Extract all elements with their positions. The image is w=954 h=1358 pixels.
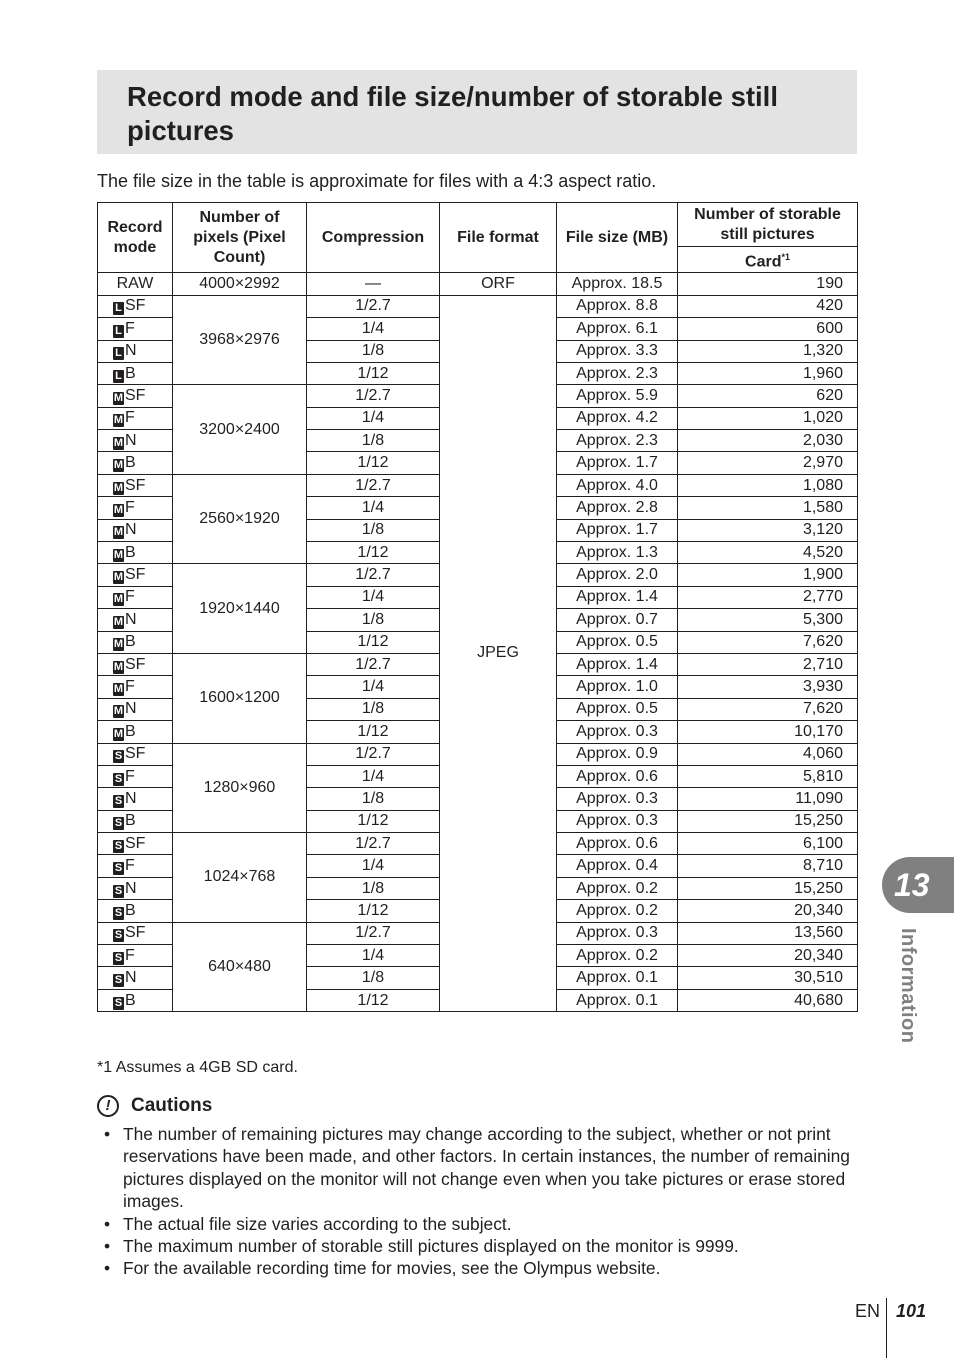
record-mode-cell (98, 318, 173, 340)
file-size-cell: Approx. 0.2 (557, 900, 678, 922)
quality-label: F (125, 409, 135, 427)
quality-label: B (125, 991, 136, 1009)
size-badge-icon: M (113, 459, 124, 472)
compression-cell: 1/12 (307, 810, 440, 832)
compression-cell: 1/2.7 (307, 743, 440, 765)
quality-label: SF (125, 566, 146, 584)
record-mode-cell (98, 989, 173, 1011)
storable-count-cell: 10,170 (678, 721, 858, 743)
compression-cell: 1/12 (307, 631, 440, 653)
header-card (678, 247, 858, 273)
quality-label: SF (125, 476, 146, 494)
record-mode-cell (98, 900, 173, 922)
storable-count-cell: 620 (678, 385, 858, 407)
storable-count-cell: 20,340 (678, 945, 858, 967)
storable-count-cell: 1,900 (678, 564, 858, 586)
compression-cell: 1/4 (307, 497, 440, 519)
compression-cell: 1/4 (307, 318, 440, 340)
compression-cell: 1/4 (307, 586, 440, 608)
record-mode-cell (98, 564, 173, 586)
record-mode-cell (98, 855, 173, 877)
size-badge-icon: M (113, 660, 124, 673)
storable-count-cell: 4,520 (678, 542, 858, 564)
file-format-cell: JPEG (440, 295, 557, 1012)
quality-label: SF (125, 834, 146, 852)
header-record-mode: Record mode (98, 203, 173, 273)
file-size-cell: Approx. 0.2 (557, 945, 678, 967)
quality-label: B (125, 364, 136, 382)
quality-label: B (125, 901, 136, 919)
compression-cell: 1/2.7 (307, 385, 440, 407)
compression-cell: 1/2.7 (307, 922, 440, 944)
record-mode-cell (98, 833, 173, 855)
header-file-format: File format (440, 203, 557, 273)
cautions-list (97, 1123, 857, 1280)
storable-count-cell: 7,620 (678, 698, 858, 720)
storable-count-cell: 13,560 (678, 922, 858, 944)
size-badge-icon: M (113, 593, 124, 606)
size-badge-icon: M (113, 436, 124, 449)
record-mode-cell (98, 698, 173, 720)
compression-cell: 1/2.7 (307, 295, 440, 317)
file-size-cell: Approx. 0.3 (557, 721, 678, 743)
size-badge-icon: S (114, 906, 123, 919)
storable-count-cell: 1,580 (678, 497, 858, 519)
raw-format: ORF (440, 273, 557, 295)
record-mode-cell (98, 340, 173, 362)
file-size-cell: Approx. 0.3 (557, 922, 678, 944)
pixel-count-cell: 1280×960 (173, 743, 307, 833)
storable-count-cell: 4,060 (678, 743, 858, 765)
quality-label: F (125, 319, 135, 337)
quality-label: N (125, 879, 137, 897)
size-badge-icon: S (114, 974, 123, 987)
caution-item: • The actual file size varies according to the subject. (97, 1213, 857, 1235)
page-number: 101 (896, 1301, 927, 1321)
record-mode-cell (98, 676, 173, 698)
record-mode-cell (98, 788, 173, 810)
compression-cell: 1/8 (307, 340, 440, 362)
file-size-cell: Approx. 5.9 (557, 385, 678, 407)
size-badge-icon: S (114, 839, 123, 852)
compression-cell: 1/8 (307, 967, 440, 989)
storable-count-cell: 1,080 (678, 474, 858, 496)
compression-cell: 1/8 (307, 430, 440, 452)
compression-cell: 1/2.7 (307, 564, 440, 586)
size-badge-icon: S (114, 996, 123, 1009)
file-size-cell: Approx. 2.8 (557, 497, 678, 519)
record-mode-cell (98, 497, 173, 519)
storable-count-cell: 1,960 (678, 362, 858, 384)
size-badge-icon: M (113, 683, 124, 696)
storable-count-cell: 30,510 (678, 967, 858, 989)
quality-label: N (125, 521, 137, 539)
quality-label: B (125, 543, 136, 561)
quality-label: B (125, 812, 136, 830)
storable-count-cell: 600 (678, 318, 858, 340)
record-mode-cell (98, 922, 173, 944)
quality-label: F (125, 498, 135, 516)
raw-count: 190 (678, 273, 858, 295)
record-mode-cell (98, 721, 173, 743)
file-size-cell: Approx. 1.4 (557, 653, 678, 675)
storable-count-cell: 1,020 (678, 407, 858, 429)
storable-count-cell: 15,250 (678, 877, 858, 899)
file-size-cell: Approx. 1.3 (557, 542, 678, 564)
file-size-cell: Approx. 0.3 (557, 810, 678, 832)
record-mode-cell (98, 810, 173, 832)
size-badge-icon: S (114, 817, 123, 830)
file-size-cell: Approx. 0.9 (557, 743, 678, 765)
record-mode-cell (98, 295, 173, 317)
quality-label: SF (125, 655, 146, 673)
caution-icon: ! (97, 1095, 119, 1117)
record-mode-cell (98, 743, 173, 765)
storable-count-cell: 420 (678, 295, 858, 317)
storable-count-cell: 2,030 (678, 430, 858, 452)
pixel-count-cell: 3968×2976 (173, 295, 307, 385)
record-mode-cell (98, 877, 173, 899)
size-badge-icon: L (113, 325, 124, 338)
quality-label: SF (125, 745, 146, 763)
file-size-cell: Approx. 2.0 (557, 564, 678, 586)
chapter-tab: 13 (882, 857, 954, 913)
intro-text: The file size in the table is approximate for files with a 4:3 aspect ratio. (97, 171, 657, 191)
raw-compression: — (307, 273, 440, 295)
page-title: Record mode and file size/number of storable still pictures (127, 81, 778, 146)
storable-count-cell: 40,680 (678, 989, 858, 1011)
quality-label: F (125, 946, 135, 964)
header-storable: Number of storable still pictures (678, 203, 858, 247)
quality-label: F (125, 588, 135, 606)
size-badge-icon: M (113, 548, 124, 561)
file-size-cell: Approx. 4.0 (557, 474, 678, 496)
storable-count-cell: 11,090 (678, 788, 858, 810)
file-size-cell: Approx. 1.7 (557, 519, 678, 541)
storable-count-cell: 15,250 (678, 810, 858, 832)
compression-cell: 1/2.7 (307, 653, 440, 675)
quality-label: SF (125, 924, 146, 942)
file-size-cell: Approx. 0.1 (557, 989, 678, 1011)
record-mode-cell (98, 385, 173, 407)
storable-count-cell: 3,120 (678, 519, 858, 541)
quality-label: B (125, 454, 136, 472)
file-size-cell: Approx. 3.3 (557, 340, 678, 362)
quality-label: N (125, 431, 137, 449)
quality-label: SF (125, 386, 146, 404)
quality-label: B (125, 722, 136, 740)
record-mode-cell (98, 519, 173, 541)
header-compression: Compression (307, 203, 440, 273)
size-badge-icon: M (113, 414, 124, 427)
compression-cell: 1/8 (307, 877, 440, 899)
file-size-cell: Approx. 0.1 (557, 967, 678, 989)
size-badge-icon: M (113, 638, 124, 651)
size-badge-icon: M (113, 481, 124, 494)
compression-cell: 1/8 (307, 788, 440, 810)
size-badge-icon: S (114, 795, 123, 807)
storable-count-cell: 6,100 (678, 833, 858, 855)
size-badge-icon: S (114, 929, 123, 942)
compression-cell: 1/12 (307, 452, 440, 474)
size-badge-icon: S (114, 750, 123, 763)
pixel-count-cell: 640×480 (173, 922, 307, 1012)
size-badge-icon: S (114, 862, 123, 875)
size-badge-icon: M (113, 503, 124, 516)
pixel-count-cell: 1600×1200 (173, 653, 307, 743)
quality-label: F (125, 857, 135, 875)
storable-count-cell: 2,710 (678, 653, 858, 675)
size-badge-icon: L (113, 347, 124, 360)
record-mode-cell (98, 653, 173, 675)
record-mode-cell (98, 542, 173, 564)
file-size-cell: Approx. 0.3 (557, 788, 678, 810)
pixel-count-cell: 1024×768 (173, 833, 307, 923)
compression-cell: 1/12 (307, 362, 440, 384)
file-size-cell: Approx. 0.4 (557, 855, 678, 877)
storable-count-cell: 2,770 (678, 586, 858, 608)
quality-label: F (125, 767, 135, 785)
compression-cell: 1/4 (307, 765, 440, 787)
header-pixels: Number of pixels (Pixel Count) (173, 203, 307, 273)
size-badge-icon: M (113, 571, 124, 584)
size-badge-icon: M (113, 727, 124, 740)
compression-cell: 1/8 (307, 519, 440, 541)
size-badge-icon: L (113, 302, 124, 315)
size-badge-icon: L (113, 370, 124, 383)
size-badge-icon: M (113, 391, 124, 404)
quality-label: N (125, 342, 137, 360)
raw-mode: RAW (98, 273, 173, 295)
record-mode-cell (98, 362, 173, 384)
compression-cell: 1/2.7 (307, 833, 440, 855)
file-size-cell: Approx. 2.3 (557, 430, 678, 452)
footnote: *1 Assumes a 4GB SD card. (97, 1059, 298, 1076)
compression-cell: 1/2.7 (307, 474, 440, 496)
file-size-cell: Approx. 6.1 (557, 318, 678, 340)
record-mode-cell (98, 609, 173, 631)
file-size-cell: Approx. 0.7 (557, 609, 678, 631)
size-badge-icon: M (113, 615, 124, 628)
file-size-cell: Approx. 1.7 (557, 452, 678, 474)
file-size-cell: Approx. 0.5 (557, 698, 678, 720)
record-mode-table (97, 202, 858, 1012)
storable-count-cell: 8,710 (678, 855, 858, 877)
header-card-label: Card (745, 253, 782, 271)
storable-count-cell: 5,810 (678, 765, 858, 787)
quality-label: SF (125, 297, 146, 315)
quality-label: F (125, 678, 135, 696)
caution-item: • The maximum number of storable still pictures displayed on the monitor is 9999. (97, 1235, 857, 1257)
size-badge-icon: M (113, 526, 124, 539)
table-row (98, 295, 858, 317)
caution-item: • The number of remaining pictures may change according to the subject, whether or not print reservations have been made, and other factors. In certain instances, the number of remaining pictures displayed on the monitor will not change even when you take pictures or erase stored images. (97, 1123, 857, 1213)
quality-label: N (125, 969, 137, 987)
record-mode-cell (98, 474, 173, 496)
record-mode-cell (98, 765, 173, 787)
storable-count-cell: 20,340 (678, 900, 858, 922)
storable-count-cell: 7,620 (678, 631, 858, 653)
compression-cell: 1/12 (307, 900, 440, 922)
record-mode-cell (98, 407, 173, 429)
record-mode-cell (98, 967, 173, 989)
record-mode-cell (98, 430, 173, 452)
pixel-count-cell: 1920×1440 (173, 564, 307, 654)
table-row-raw (98, 273, 858, 295)
raw-pixels: 4000×2992 (173, 273, 307, 295)
table-body (98, 273, 858, 1012)
compression-cell: 1/12 (307, 542, 440, 564)
raw-size: Approx. 18.5 (557, 273, 678, 295)
quality-label: N (125, 610, 137, 628)
record-mode-cell (98, 945, 173, 967)
compression-cell: 1/4 (307, 676, 440, 698)
compression-cell: 1/8 (307, 698, 440, 720)
file-size-cell: Approx. 0.2 (557, 877, 678, 899)
pixel-count-cell: 3200×2400 (173, 385, 307, 475)
compression-cell: 1/4 (307, 407, 440, 429)
compression-cell: 1/12 (307, 989, 440, 1011)
quality-label: B (125, 633, 136, 651)
caution-item: • For the available recording time for movies, see the Olympus website. (97, 1257, 857, 1279)
header-card-footnote-mark: *1 (781, 252, 790, 262)
file-size-cell: Approx. 1.0 (557, 676, 678, 698)
pixel-count-cell: 2560×1920 (173, 474, 307, 564)
storable-count-cell: 3,930 (678, 676, 858, 698)
size-badge-icon: S (114, 772, 123, 785)
header-file-size: File size (MB) (557, 203, 678, 273)
storable-count-cell: 1,320 (678, 340, 858, 362)
file-size-cell: Approx. 8.8 (557, 295, 678, 317)
quality-label: N (125, 700, 137, 718)
footer-divider (886, 1298, 887, 1358)
file-size-cell: Approx. 2.3 (557, 362, 678, 384)
compression-cell: 1/4 (307, 945, 440, 967)
compression-cell: 1/8 (307, 609, 440, 631)
size-badge-icon: M (113, 705, 124, 718)
title-banner (97, 70, 857, 154)
compression-cell: 1/4 (307, 855, 440, 877)
file-size-cell: Approx. 1.4 (557, 586, 678, 608)
file-size-cell: Approx. 0.6 (557, 833, 678, 855)
record-mode-cell (98, 586, 173, 608)
size-badge-icon: S (114, 951, 123, 964)
storable-count-cell: 5,300 (678, 609, 858, 631)
compression-cell: 1/12 (307, 721, 440, 743)
size-badge-icon: S (114, 884, 123, 897)
quality-label: N (125, 790, 137, 807)
cautions-heading (97, 1093, 212, 1119)
file-size-cell: Approx. 4.2 (557, 407, 678, 429)
cautions-title: Cautions (131, 1095, 213, 1116)
language-label: EN (855, 1301, 881, 1321)
chapter-label: Information (897, 928, 919, 1044)
record-mode-cell (98, 452, 173, 474)
file-size-cell: Approx. 0.5 (557, 631, 678, 653)
storable-count-cell: 2,970 (678, 452, 858, 474)
file-size-cell: Approx. 0.6 (557, 765, 678, 787)
record-mode-cell (98, 631, 173, 653)
